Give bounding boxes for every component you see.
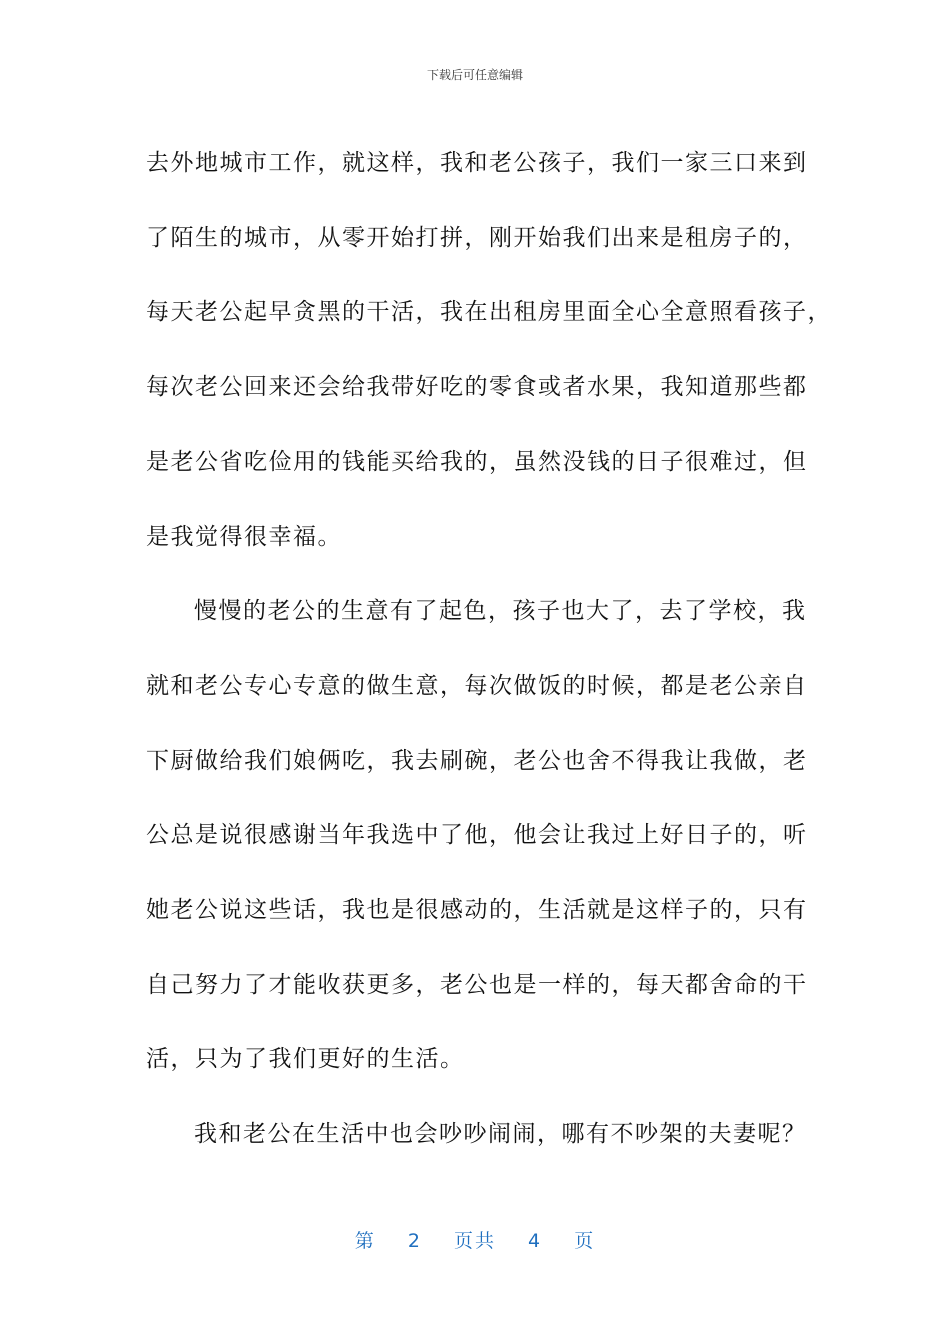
text-line: 慢慢的老公的生意有了起色，孩子也大了，去了学校，我 [194, 598, 807, 625]
text-line: 是老公省吃俭用的钱能买给我的，虽然没钱的日子很难过，但 [146, 448, 808, 475]
paragraph-1 [146, 126, 832, 574]
page-footer [0, 1226, 950, 1253]
text-line: 就和老公专心专意的做生意，每次做饭的时候，都是老公亲自 [146, 672, 808, 699]
total-page-number: 4 [528, 1230, 543, 1252]
paragraph-2 [146, 574, 806, 1097]
document-body [146, 126, 832, 1172]
text-line: 她老公说这些话，我也是很感动的，生活就是这样子的，只有 [146, 897, 808, 924]
text-line: 去外地城市工作，就这样，我和老公孩子，我们一家三口来到 [146, 150, 808, 176]
text-line: 是我觉得很幸福。 [146, 523, 342, 550]
footer-prefix: 第 [354, 1230, 376, 1252]
text-line: 每天老公起早贪黑的干活，我在出租房里面全心全意照看孩子， [146, 299, 832, 326]
paragraph-3 [146, 1097, 806, 1172]
text-line: 活，只为了我们更好的生活。 [146, 1046, 465, 1073]
text-line: 了陌生的城市，从零开始打拼，刚开始我们出来是租房子的， [146, 224, 808, 251]
text-line: 我和老公在生活中也会吵吵闹闹，哪有不吵架的夫妻呢？ [194, 1121, 807, 1148]
text-line: 自己努力了才能收获更多，老公也是一样的，每天都舍命的干 [146, 971, 808, 998]
text-line: 每次老公回来还会给我带好吃的零食或者水果，我知道那些都 [146, 374, 808, 401]
text-line: 公总是说很感谢当年我选中了他，他会让我过上好日子的，听 [146, 822, 808, 849]
text-line: 下厨做给我们娘俩吃，我去刷碗，老公也舍不得我让我做，老 [146, 747, 808, 774]
header-text: 下载后可任意编辑 [426, 68, 523, 82]
page-header [0, 66, 950, 83]
current-page-number: 2 [407, 1230, 422, 1252]
footer-suffix: 页 [574, 1230, 596, 1252]
footer-middle: 页共 [453, 1230, 496, 1252]
